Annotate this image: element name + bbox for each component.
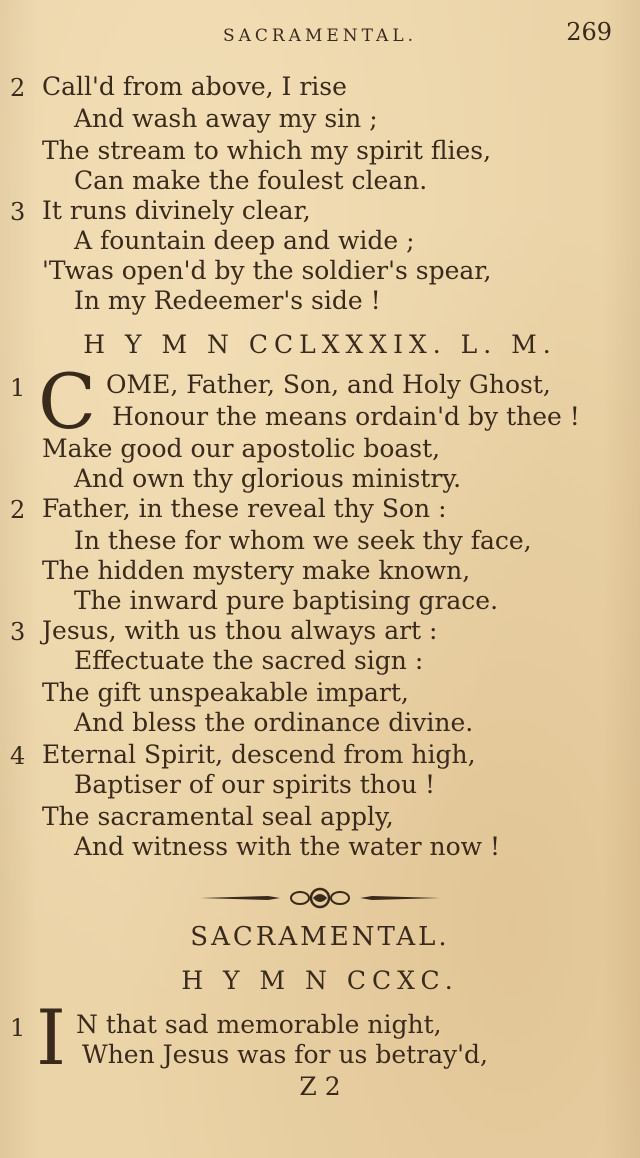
stanza-number: 3 <box>10 198 26 226</box>
hymn-title: H Y M N CCLXXXIX. L. M. <box>83 330 557 359</box>
verse-line: When Jesus was for us betray'd, <box>82 1040 488 1069</box>
stanza-number: 1 <box>10 1014 26 1042</box>
hymn-title: H Y M N CCXC. <box>181 966 459 995</box>
stanza-number: 2 <box>10 74 26 102</box>
verse-line: 'Twas open'd by the soldier's spear, <box>42 256 492 285</box>
drop-cap: I <box>36 993 67 1082</box>
verse-line: N that sad memorable night, <box>76 1010 442 1039</box>
verse-line: Make good our apostolic boast, <box>42 434 441 463</box>
ornament-icon <box>0 878 640 918</box>
verse-line: Call'd from above, I rise <box>42 72 347 101</box>
verse-line: Baptiser of our spirits thou ! <box>74 770 436 799</box>
verse-line: The gift unspeakable impart, <box>42 678 409 707</box>
stanza-number: 4 <box>10 742 26 770</box>
verse-line: Father, in these reveal thy Son : <box>42 494 447 523</box>
ornament-divider <box>0 878 640 918</box>
section-title: SACRAMENTAL. <box>190 922 450 952</box>
verse-line: And wash away my sin ; <box>74 104 378 133</box>
stanza-number: 3 <box>10 618 26 646</box>
verse-line: The hidden mystery make known, <box>42 556 471 585</box>
drop-cap: C <box>38 357 97 446</box>
verse-line: Eternal Spirit, descend from high, <box>42 740 476 769</box>
verse-line: And own thy glorious ministry. <box>74 464 462 493</box>
verse-line: Can make the foulest clean. <box>74 166 428 195</box>
verse-line: Honour the means ordain'd by thee ! <box>112 402 580 431</box>
verse-line: And witness with the water now ! <box>74 832 501 861</box>
verse-line: It runs divinely clear, <box>42 196 311 225</box>
verse-line: OME, Father, Son, and Holy Ghost, <box>106 370 551 399</box>
verse-line: Effectuate the sacred sign : <box>74 646 424 675</box>
verse-line: And bless the ordinance divine. <box>74 708 474 737</box>
verse-line: In my Redeemer's side ! <box>74 286 381 315</box>
signature-mark: Z 2 <box>299 1072 341 1101</box>
verse-line: The sacramental seal apply, <box>42 802 394 831</box>
verse-line: The inward pure baptising grace. <box>74 586 499 615</box>
verse-line: The stream to which my spirit flies, <box>42 136 492 165</box>
verse-line: In these for whom we seek thy face, <box>74 526 532 555</box>
stanza-number: 2 <box>10 496 26 524</box>
verse-line: A fountain deep and wide ; <box>74 226 415 255</box>
stanza-number: 1 <box>10 374 26 402</box>
page-number: 269 <box>566 18 612 46</box>
verse-line: Jesus, with us thou always art : <box>42 616 438 645</box>
running-head: SACRAMENTAL. <box>222 26 418 46</box>
